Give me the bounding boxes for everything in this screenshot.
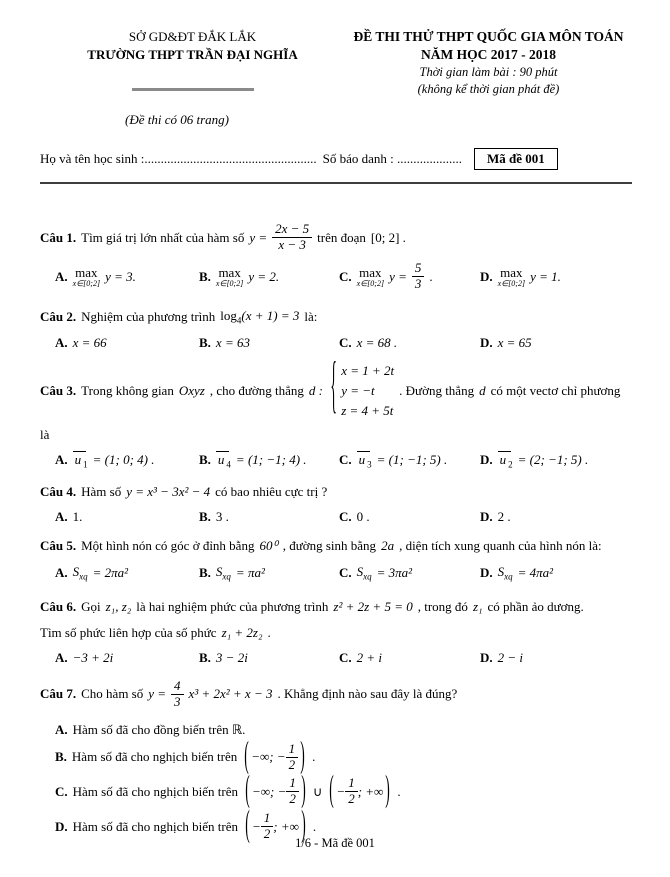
question-3-options: [40, 452, 632, 470]
question-6-label: Câu 6.: [40, 598, 77, 614]
generatrix: 2a: [381, 538, 395, 554]
option-d: D. x = 65: [480, 334, 532, 350]
option-b: B. Hàm số đã cho nghịch biến trên ( −∞; − $\frac{1}{2}$ ) .: [55, 735, 316, 776]
student-name-field: Họ và tên học sinh :.....................................................: [40, 151, 317, 167]
left-paren: (: [244, 735, 250, 776]
option-a: A. −3 + 2i: [55, 649, 114, 665]
question-4-text-2: có bao nhiêu cực trị ?: [215, 484, 328, 500]
parametric-equations: { x = 1 + 2t y = −t z = 4 + 5t: [330, 354, 395, 423]
option-d: D. u $_2$ = (2; −1; 5) .: [480, 451, 589, 470]
max-operator: max x∈[0;2]: [497, 264, 526, 288]
surface-area-symbol: $S_{xq}$: [72, 564, 88, 582]
option-c: C. Hàm số đã cho nghịch biến trên ( −∞; − $\frac{1}{2}$ ) ∪ ( − $\frac{1}{2}$ ; +∞ ) .: [55, 770, 401, 811]
right-paren: ): [301, 770, 306, 811]
left-brace: {: [330, 354, 337, 423]
exam-header: [40, 28, 632, 98]
right-paren: ): [300, 735, 305, 776]
option-c: C. max x∈[0;2] y = $\frac{5}{3}$ .: [339, 260, 433, 291]
line-label-2: d: [479, 382, 486, 398]
question-3-text-continued: là: [40, 426, 50, 442]
option-d: D. 2 .: [480, 509, 511, 525]
option-b: B. x = 63: [199, 334, 250, 350]
option-a: A. $S_{xq}$ = 2πa²: [55, 564, 129, 582]
student-id-field: Số báo danh : ....................: [322, 151, 462, 167]
option-a: A. u $_1$ = (1; 0; 4) .: [55, 451, 155, 470]
school-department: SỞ GD&ĐT ĐẮK LẮK: [128, 29, 257, 44]
question-7-text: Cho hàm số: [81, 686, 144, 702]
coordinate-space: Oxyz: [178, 382, 205, 398]
option-d: D. $S_{xq}$ = 4πa²: [480, 564, 554, 582]
fraction: $\frac{1}{2}$: [345, 776, 358, 807]
option-c: C. u $_3$ = (1; −1; 5) .: [339, 451, 448, 470]
question-5-text-2: , diện tích xung quanh của hình nón là:: [399, 538, 602, 554]
exam-title: ĐỀ THI THỬ THPT QUỐC GIA MÔN TOÁN: [353, 29, 624, 44]
question-5: Câu 5. Một hình nón có góc ở đỉnh bằng 60⁰ , đường sinh bằng 2a , diện tích xung quanh của hình nón là: A. $S_{xq}$ = 2πa² B. $S_{xq}$ = πa² C. $S_{xq}$ = 3πa² D. $S_{xq}$ = 4πa²: [40, 538, 632, 582]
student-info-row: [40, 148, 632, 170]
surface-area-symbol: $S_{xq}$: [497, 564, 513, 582]
header-divider: [40, 182, 632, 184]
option-b: B. max x∈[0;2] y = 2.: [199, 264, 280, 288]
interval-group: ( −∞; − $\frac{1}{2}$ ): [244, 735, 305, 776]
question-2-text: Nghiệm của phương trình: [81, 308, 216, 324]
interval-group: ( −∞; − $\frac{1}{2}$ ): [245, 770, 306, 811]
question-2-text-2: là:: [304, 308, 318, 324]
question-2: [40, 308, 632, 351]
vector-symbol: u: [358, 451, 366, 467]
question-4-options: [40, 509, 632, 525]
question-5-label: Câu 5.: [40, 538, 77, 554]
fraction: $\frac{5}{3}$: [412, 261, 425, 292]
question-4-label: Câu 4.: [40, 484, 77, 500]
max-operator: max x∈[0;2]: [72, 264, 101, 288]
complex-expression: z₁ + 2z₂: [221, 624, 263, 640]
academic-year: NĂM HỌC 2017 - 2018: [421, 47, 556, 63]
interval: [0; 2] .: [370, 229, 406, 245]
exam-duration-note: (không kể thời gian phát đề): [417, 82, 560, 97]
option-b: B. u $_4$ = (1; −1; 4) .: [199, 451, 307, 470]
fraction: $\frac{1}{2}$: [286, 742, 299, 773]
polynomial: x³ + 2x² + x − 3: [188, 686, 273, 702]
line-label: d :: [308, 382, 323, 398]
question-3-text: Trong không gian: [81, 382, 174, 398]
log-expression: $\log_4(x + 1) = 3$: [220, 307, 300, 326]
page-footer: 1/6 - Mã đề 001: [295, 836, 375, 850]
vector-symbol: u: [217, 451, 225, 467]
vector-symbol: u: [74, 451, 82, 467]
max-operator: max x∈[0;2]: [215, 264, 244, 288]
max-operator: max x∈[0;2]: [356, 264, 385, 288]
surface-area-symbol: $S_{xq}$: [215, 564, 231, 582]
exam-duration: Thời gian làm bài : 90 phút: [419, 65, 558, 80]
fraction: $\frac{1}{2}$: [261, 811, 274, 842]
left-paren: (: [245, 770, 250, 811]
question-1-label: Câu 1.: [40, 229, 77, 245]
interval-group: ( − $\frac{1}{2}$ ; +∞ ): [329, 770, 391, 811]
option-b: B. 3 − 2i: [199, 649, 248, 665]
question-3: Câu 3. Trong không gian Oxyz , cho đường thẳng d : { x = 1 + 2t y = −t z = 4 + 5t . Đường thẳng d có một vectơ chỉ phương là A. u $_1$ = (1; 0; 4) . B. u $_4$ = (1; −1; 4) . C. u $_3$ = (1; −1; 5) . D. u $_2$ = (2; −1; 5) .: [40, 363, 632, 470]
question-6-text-2: Tìm số phức liên hợp của số phức: [40, 624, 217, 640]
question-7-text-2: . Khẳng định nào sau đây là đúng?: [277, 686, 458, 702]
question-4-text: Hàm số: [81, 484, 122, 500]
fraction: $\frac{4}{3}$: [171, 679, 184, 710]
option-b: B. $S_{xq}$ = πa²: [199, 564, 265, 582]
question-2-options: [40, 335, 632, 351]
question-5-options: [40, 564, 632, 582]
right-paren: ): [385, 770, 391, 811]
vector-symbol: u: [499, 451, 507, 467]
page-count-note: (Đề thi có 06 trang): [125, 112, 229, 128]
fraction: $\frac{2x - 5}{x - 3}$: [272, 222, 312, 253]
left-paren: (: [329, 770, 335, 811]
exam-code-badge: Mã đề 001: [474, 148, 558, 170]
left-paren: (: [245, 805, 250, 846]
complex-roots: z₁, z₂: [105, 598, 132, 614]
question-7-label: Câu 7.: [40, 686, 77, 702]
question-6: Câu 6. Gọi z₁, z₂ là hai nghiệm phức của phương trình z² + 2z + 5 = 0 , trong đó z₁ có phần ảo dương. Tìm số phức liên hợp của số phức z₁ + 2z₂ . A. −3 + 2i B. 3 − 2i C. 2 + i D. 2 − i: [40, 599, 632, 666]
question-6-options: [40, 650, 632, 666]
option-d: D. max x∈[0;2] y = 1.: [480, 264, 561, 288]
option-b: B. 3 .: [199, 509, 229, 525]
option-a: A. max x∈[0;2] y = 3.: [55, 264, 136, 288]
apex-angle: 60⁰: [259, 538, 278, 554]
root-z1: z₁: [472, 598, 483, 614]
question-1: [40, 222, 632, 292]
question-5-text: Một hình nón có góc ở đỉnh bằng: [81, 538, 255, 554]
union-symbol: ∪: [312, 783, 323, 799]
option-a: A. 1.: [55, 509, 83, 525]
right-paren: ): [301, 805, 306, 846]
question-7: Câu 7. Cho hàm số y = $\frac{4}{3}$ x³ + 2x² + x − 3 . Khẳng định nào sau đây là đúng? A. Hàm số đã cho đồng biến trên ℝ. B. Hàm số đã cho nghịch biến trên ( −∞; − $\frac{1}{2}$ ) . C. Hàm số đã cho nghịch biến trên ( −∞; − $\frac{1}{2}$ ) ∪ ( − $\frac{1}{2}$ ; +∞ ) . D. Hàm số đã cho nghịch biến trên ( − $\frac{1}{2}$ ; +∞ ) .: [40, 679, 632, 843]
question-1-options: [40, 261, 632, 292]
question-2-label: Câu 2.: [40, 308, 77, 324]
option-c: C. x = 68 .: [339, 334, 398, 350]
question-1-text-2: trên đoạn: [317, 229, 366, 245]
header-left-block: [40, 28, 345, 98]
school-name: TRƯỜNG THPT TRẦN ĐẠI NGHĨA: [87, 47, 298, 63]
option-d: D. 2 − i: [480, 649, 524, 665]
question-4: [40, 484, 632, 525]
header-short-rule: [132, 88, 254, 91]
option-d: D. Hàm số đã cho nghịch biến trên ( − $\frac{1}{2}$ ; +∞ ) .: [55, 805, 317, 846]
interval-group: ( − $\frac{1}{2}$ ; +∞ ): [245, 805, 306, 846]
cubic-formula: y = x³ − 3x² − 4: [126, 484, 211, 500]
quadratic-equation: z² + 2z + 5 = 0: [333, 598, 413, 614]
question-1-text: Tìm giá trị lớn nhất của hàm số: [81, 229, 245, 245]
option-c: C. $S_{xq}$ = 3πa²: [339, 564, 413, 582]
option-a: A. Hàm số đã cho đồng biến trên ℝ.: [55, 721, 246, 737]
option-c: C. 2 + i: [339, 649, 383, 665]
question-3-label: Câu 3.: [40, 382, 77, 398]
fraction: $\frac{1}{2}$: [286, 776, 299, 807]
function-lhs: y =: [249, 229, 268, 245]
option-a: A. x = 66: [55, 334, 107, 350]
header-right-block: [345, 28, 632, 98]
surface-area-symbol: $S_{xq}$: [356, 564, 372, 582]
option-c: C. 0 .: [339, 509, 370, 525]
